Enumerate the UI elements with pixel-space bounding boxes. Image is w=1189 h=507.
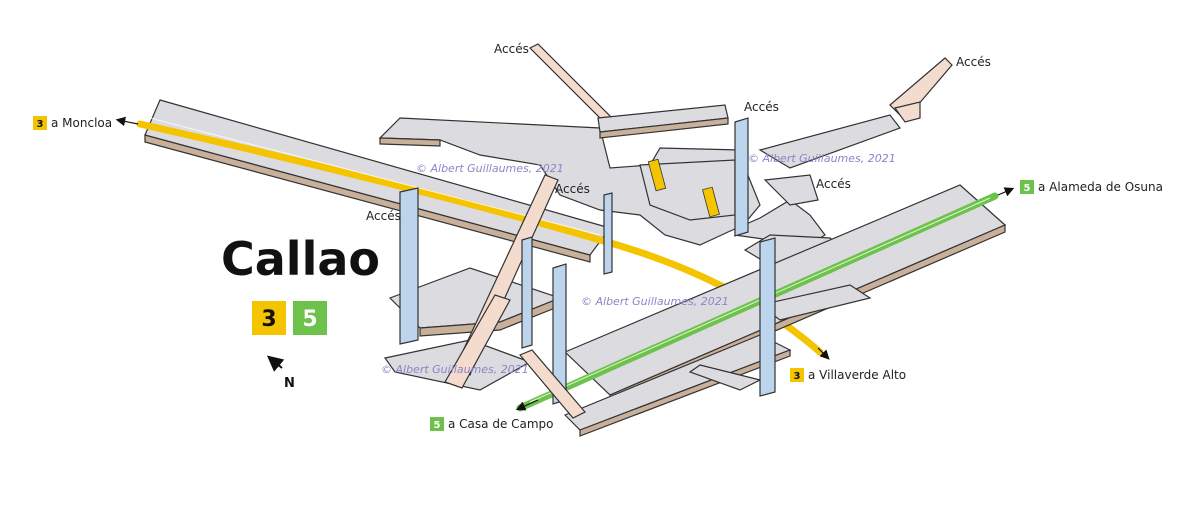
north-arrow-icon [270,358,295,391]
access-label: Accés [816,177,851,191]
watermark: © Albert Guillaumes, 2021 [416,162,564,175]
svg-text:a Villaverde Alto: a Villaverde Alto [808,368,907,382]
watermark: © Albert Guillaumes, 2021 [748,152,896,165]
station-name: Callao [221,232,380,286]
access-label: Accés [366,209,401,223]
watermark: © Albert Guillaumes, 2021 [381,363,529,376]
svg-text:a Casa de Campo: a Casa de Campo [448,417,554,431]
dest-line3-moncloa [33,116,138,130]
compass-label: N [284,376,295,391]
access-label: Accés [744,100,779,114]
svg-text:5: 5 [433,420,441,431]
line-badge-3 [252,301,286,335]
svg-text:5: 5 [302,307,318,332]
watermark: © Albert Guillaumes, 2021 [581,295,729,308]
upper-right-corridor [760,58,952,205]
svg-text:3: 3 [793,371,801,382]
access-label: Accés [956,55,991,69]
svg-text:3: 3 [261,307,277,332]
access-label: Accés [494,42,529,56]
svg-text:a Alameda de Osuna: a Alameda de Osuna [1038,180,1163,194]
access-label: Accés [555,182,590,196]
dest-line5-alameda [998,180,1163,195]
svg-text:3: 3 [36,119,44,130]
svg-text:a Moncloa: a Moncloa [51,116,113,130]
access-ramp-top [530,44,612,122]
dest-line3-villaverde [790,348,906,382]
svg-text:5: 5 [1023,183,1031,194]
line-badge-5 [293,301,327,335]
